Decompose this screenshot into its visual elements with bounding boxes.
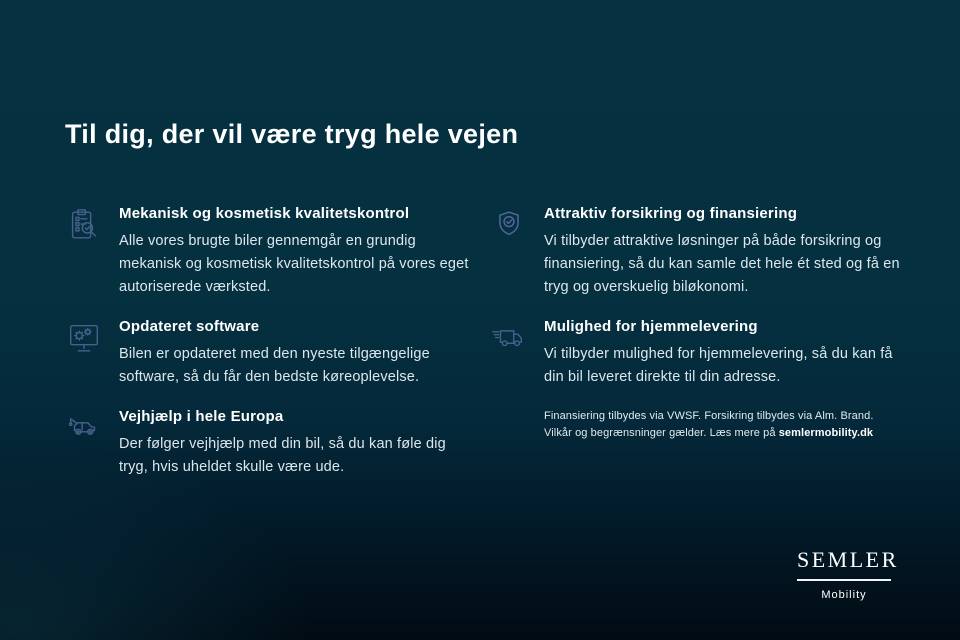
disclaimer-line1: Finansiering tilbydes via VWSF. Forsikring tilbydes via Alm. Brand. bbox=[544, 410, 874, 422]
feature-description: Bilen er opdateret med den nyeste tilgængelige software, så du får den bedste køreoplevelse. bbox=[119, 346, 430, 385]
features-column-right bbox=[490, 205, 910, 498]
feature-description: Der følger vejhjælp med din bil, så du kan føle dig tryg, hvis uheldet skulle være ude. bbox=[119, 436, 446, 475]
semler-wordmark: SEMLER bbox=[797, 547, 891, 581]
feature-title: Mulighed for hjemmelevering bbox=[544, 318, 758, 335]
semler-mobility-logo bbox=[797, 547, 899, 601]
feature-title: Attraktiv forsikring og finansiering bbox=[544, 205, 798, 222]
feature-home-delivery bbox=[490, 318, 910, 389]
page-title: Til dig, der vil være tryg hele vejen bbox=[65, 119, 519, 149]
feature-description: Vi tilbyder attraktive løsninger på både forsikring og finansiering, så du kan samle det hele ét sted og få en tryg og overskuelig biløkonomi. bbox=[544, 233, 900, 295]
software-update-monitor-icon bbox=[65, 319, 103, 357]
disclaimer-website: semlermobility.dk bbox=[778, 427, 874, 439]
shield-check-icon bbox=[490, 206, 528, 244]
clipboard-inspection-icon bbox=[65, 206, 103, 244]
feature-title: Vejhjælp i hele Europa bbox=[119, 408, 284, 425]
feature-quality-control bbox=[65, 205, 490, 299]
disclaimer bbox=[544, 408, 874, 442]
disclaimer-line2: Vilkår og begrænsninger gælder. Læs mere på bbox=[544, 427, 779, 439]
tow-truck-icon bbox=[65, 409, 103, 447]
features-grid bbox=[65, 205, 910, 498]
logo-subtitle: Mobility bbox=[821, 589, 867, 601]
feature-title: Mekanisk og kosmetisk kvalitetskontrol bbox=[119, 205, 410, 222]
feature-title: Opdateret software bbox=[119, 318, 260, 335]
feature-insurance-financing bbox=[490, 205, 910, 299]
feature-description: Alle vores brugte biler gennemgår en grundig mekanisk og kosmetisk kvalitetskontrol på vores eget autoriserede værksted. bbox=[119, 233, 469, 295]
feature-roadside-assistance bbox=[65, 408, 490, 479]
feature-description: Vi tilbyder mulighed for hjemmelevering, så du kan få din bil leveret direkte til din adresse. bbox=[544, 346, 893, 385]
feature-updated-software bbox=[65, 318, 490, 389]
features-column-left bbox=[65, 205, 490, 498]
delivery-truck-icon bbox=[490, 319, 528, 357]
